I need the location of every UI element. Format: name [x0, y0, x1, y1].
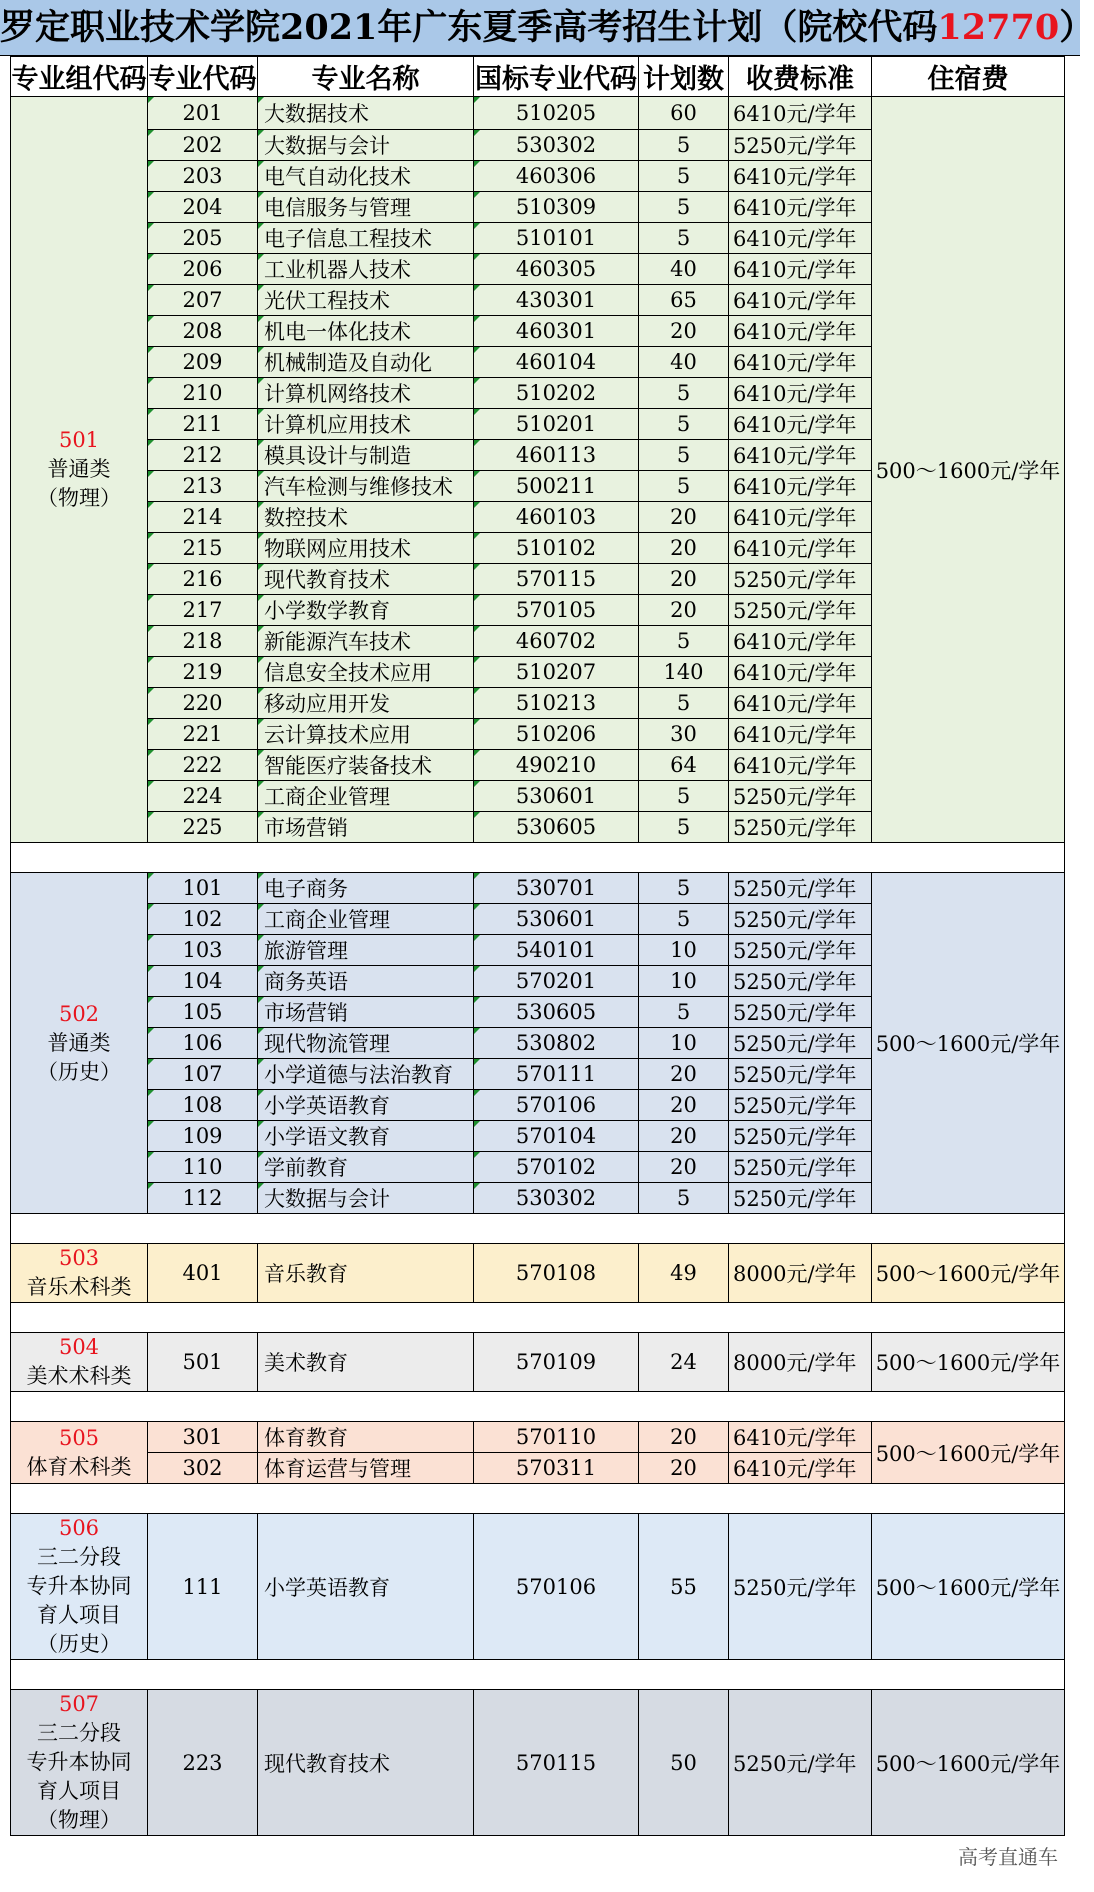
tuition-fee: 5250元/学年: [729, 781, 872, 812]
group-name: 美术术科类: [26, 1364, 132, 1388]
major-code: 110: [148, 1152, 258, 1183]
plan-count: 65: [639, 285, 729, 316]
national-code: 510205: [474, 97, 639, 130]
major-name: 模具设计与制造: [258, 440, 474, 471]
major-code: 207: [148, 285, 258, 316]
group-name: 专升本协同: [26, 1750, 132, 1774]
tuition-fee: 6410元/学年: [729, 440, 872, 471]
national-code: 570104: [474, 1121, 639, 1152]
national-code: 430301: [474, 285, 639, 316]
plan-count: 10: [639, 935, 729, 966]
group-name: （历史）: [37, 1059, 121, 1084]
tuition-fee: 6410元/学年: [729, 657, 872, 688]
major-code: 101: [148, 873, 258, 904]
major-code: 302: [148, 1453, 258, 1484]
national-code: 530701: [474, 873, 639, 904]
major-name: 智能医疗装备技术: [258, 750, 474, 781]
major-name: 大数据技术: [258, 97, 474, 130]
national-code: 530802: [474, 1028, 639, 1059]
plan-count: 5: [639, 904, 729, 935]
tuition-fee: 5250元/学年: [729, 1690, 872, 1836]
national-code: 530605: [474, 812, 639, 843]
tuition-fee: 5250元/学年: [729, 1090, 872, 1121]
plan-count: 5: [639, 223, 729, 254]
national-code: 570106: [474, 1514, 639, 1660]
national-code: 460103: [474, 502, 639, 533]
tuition-fee: 5250元/学年: [729, 873, 872, 904]
major-name: 新能源汽车技术: [258, 626, 474, 657]
tuition-fee: 8000元/学年: [729, 1333, 872, 1392]
major-code: 211: [148, 409, 258, 440]
major-code: 202: [148, 130, 258, 161]
plan-count: 20: [639, 316, 729, 347]
national-code: 570108: [474, 1244, 639, 1303]
tuition-fee: 6410元/学年: [729, 223, 872, 254]
major-code: 220: [148, 688, 258, 719]
spacer-row: [11, 1484, 1065, 1514]
dorm-fee: 500～1600元/学年: [872, 1244, 1065, 1303]
major-name: 工商企业管理: [258, 904, 474, 935]
group-code: 504: [58, 1335, 100, 1359]
group-name: 体育术科类: [26, 1454, 132, 1479]
table-row: [11, 873, 1065, 904]
national-code: 570115: [474, 564, 639, 595]
national-code: 530605: [474, 997, 639, 1028]
tuition-fee: 6410元/学年: [729, 192, 872, 223]
column-header: 专业名称: [258, 57, 474, 97]
tuition-fee: 5250元/学年: [729, 935, 872, 966]
group-code: 503: [58, 1246, 100, 1270]
table-row: [11, 97, 1065, 130]
national-code: 570106: [474, 1090, 639, 1121]
major-code: 105: [148, 997, 258, 1028]
dorm-fee: 500～1600元/学年: [872, 1514, 1065, 1660]
tuition-fee: 6410元/学年: [729, 285, 872, 316]
major-name: 电子商务: [258, 873, 474, 904]
plan-count: 5: [639, 378, 729, 409]
tuition-fee: 5250元/学年: [729, 564, 872, 595]
plan-count: 20: [639, 564, 729, 595]
major-code: 205: [148, 223, 258, 254]
plan-count: 5: [639, 130, 729, 161]
group-name: （历史）: [37, 1632, 121, 1656]
major-code: 109: [148, 1121, 258, 1152]
national-code: 460104: [474, 347, 639, 378]
tuition-fee: 5250元/学年: [729, 812, 872, 843]
title-close: ）: [1059, 7, 1094, 48]
spacer-cell: [11, 1214, 1065, 1244]
group-code: 505: [58, 1425, 100, 1450]
national-code: 570111: [474, 1059, 639, 1090]
group-cell: [11, 1333, 148, 1392]
national-code: 530302: [474, 130, 639, 161]
tuition-fee: 6410元/学年: [729, 316, 872, 347]
national-code: 570102: [474, 1152, 639, 1183]
column-header: 国标专业代码: [474, 57, 639, 97]
national-code: 570105: [474, 595, 639, 626]
dorm-fee: 500～1600元/学年: [872, 873, 1065, 1214]
national-code: 570311: [474, 1453, 639, 1484]
group-cell: [11, 97, 148, 843]
major-name: 电气自动化技术: [258, 161, 474, 192]
major-code: 107: [148, 1059, 258, 1090]
major-code: 106: [148, 1028, 258, 1059]
national-code: 510202: [474, 378, 639, 409]
major-name: 大数据与会计: [258, 130, 474, 161]
tuition-fee: 5250元/学年: [729, 1121, 872, 1152]
group-name: 普通类: [47, 1030, 111, 1055]
tuition-fee: 6410元/学年: [729, 347, 872, 378]
national-code: 510213: [474, 688, 639, 719]
tuition-fee: 5250元/学年: [729, 1514, 872, 1660]
watermark: 高考直通车: [958, 1845, 1058, 1869]
group-name: 育人项目: [37, 1603, 121, 1627]
tuition-fee: 6410元/学年: [729, 533, 872, 564]
national-code: 460113: [474, 440, 639, 471]
plan-count: 5: [639, 873, 729, 904]
major-name: 小学道德与法治教育: [258, 1059, 474, 1090]
tuition-fee: 5250元/学年: [729, 904, 872, 935]
major-name: 数控技术: [258, 502, 474, 533]
table-row: [11, 1333, 1065, 1392]
major-code: 212: [148, 440, 258, 471]
group-code: 507: [58, 1692, 100, 1716]
table-row: [11, 1690, 1065, 1836]
major-name: 现代教育技术: [258, 564, 474, 595]
national-code: 510206: [474, 719, 639, 750]
plan-count: 5: [639, 161, 729, 192]
major-code: 208: [148, 316, 258, 347]
tuition-fee: 6410元/学年: [729, 378, 872, 409]
major-name: 现代教育技术: [258, 1690, 474, 1836]
national-code: 500211: [474, 471, 639, 502]
title-text: 罗定职业技术学院2021年广东夏季高考招生计划（院校代码: [0, 7, 938, 48]
tuition-fee: 5250元/学年: [729, 595, 872, 626]
major-code: 111: [148, 1514, 258, 1660]
group-cell: [11, 1514, 148, 1660]
major-code: 204: [148, 192, 258, 223]
table-row: [11, 1422, 1065, 1453]
major-name: 小学英语教育: [258, 1514, 474, 1660]
spacer-row: [11, 1214, 1065, 1244]
major-name: 商务英语: [258, 966, 474, 997]
plan-count: 10: [639, 966, 729, 997]
major-name: 体育教育: [258, 1422, 474, 1453]
major-code: 224: [148, 781, 258, 812]
column-header: 专业代码: [148, 57, 258, 97]
major-code: 222: [148, 750, 258, 781]
plan-count: 140: [639, 657, 729, 688]
tuition-fee: 6410元/学年: [729, 750, 872, 781]
major-name: 市场营销: [258, 997, 474, 1028]
group-cell: [11, 873, 148, 1214]
header-row: [11, 57, 1065, 97]
spacer-cell: [11, 1392, 1065, 1422]
national-code: 570109: [474, 1333, 639, 1392]
tuition-fee: 5250元/学年: [729, 1059, 872, 1090]
national-code: 490210: [474, 750, 639, 781]
plan-count: 5: [639, 471, 729, 502]
spacer-cell: [11, 843, 1065, 873]
plan-count: 20: [639, 502, 729, 533]
plan-count: 20: [639, 1453, 729, 1484]
tuition-fee: 6410元/学年: [729, 254, 872, 285]
group-name: （物理）: [37, 486, 121, 510]
major-name: 体育运营与管理: [258, 1453, 474, 1484]
national-code: 460306: [474, 161, 639, 192]
group-cell: [11, 1244, 148, 1303]
column-header: 收费标准: [729, 57, 872, 97]
plan-count: 10: [639, 1028, 729, 1059]
major-name: 旅游管理: [258, 935, 474, 966]
group-name: 专升本协同: [26, 1574, 132, 1598]
major-code: 218: [148, 626, 258, 657]
plan-count: 20: [639, 1152, 729, 1183]
national-code: 460301: [474, 316, 639, 347]
major-name: 大数据与会计: [258, 1183, 474, 1214]
group-code: 502: [58, 1001, 100, 1026]
national-code: 460702: [474, 626, 639, 657]
plan-count: 30: [639, 719, 729, 750]
tuition-fee: 5250元/学年: [729, 1152, 872, 1183]
major-code: 103: [148, 935, 258, 966]
national-code: 570201: [474, 966, 639, 997]
major-name: 电子信息工程技术: [258, 223, 474, 254]
major-name: 小学数学教育: [258, 595, 474, 626]
tuition-fee: 5250元/学年: [729, 966, 872, 997]
table-row: [11, 1244, 1065, 1303]
national-code: 510207: [474, 657, 639, 688]
national-code: 510102: [474, 533, 639, 564]
major-name: 工业机器人技术: [258, 254, 474, 285]
national-code: 570115: [474, 1690, 639, 1836]
plan-count: 5: [639, 688, 729, 719]
dorm-fee: 500～1600元/学年: [872, 1333, 1065, 1392]
group-name: 三二分段: [37, 1545, 121, 1569]
plan-count: 20: [639, 1059, 729, 1090]
national-code: 510101: [474, 223, 639, 254]
plan-count: 5: [639, 192, 729, 223]
plan-count: 60: [639, 97, 729, 130]
national-code: 530601: [474, 904, 639, 935]
tuition-fee: 6410元/学年: [729, 626, 872, 657]
plan-count: 20: [639, 595, 729, 626]
national-code: 510201: [474, 409, 639, 440]
plan-count: 64: [639, 750, 729, 781]
major-name: 计算机应用技术: [258, 409, 474, 440]
major-name: 物联网应用技术: [258, 533, 474, 564]
group-name: 三二分段: [37, 1721, 121, 1745]
plan-count: 55: [639, 1514, 729, 1660]
major-code: 209: [148, 347, 258, 378]
major-code: 216: [148, 564, 258, 595]
major-code: 102: [148, 904, 258, 935]
spacer-row: [11, 843, 1065, 873]
major-code: 223: [148, 1690, 258, 1836]
major-name: 电信服务与管理: [258, 192, 474, 223]
major-code: 225: [148, 812, 258, 843]
tuition-fee: 6410元/学年: [729, 161, 872, 192]
major-name: 工商企业管理: [258, 781, 474, 812]
group-name: 普通类: [47, 457, 111, 481]
tuition-fee: 6410元/学年: [729, 1422, 872, 1453]
tuition-fee: 6410元/学年: [729, 471, 872, 502]
major-name: 美术教育: [258, 1333, 474, 1392]
table-row: [11, 1514, 1065, 1660]
major-code: 221: [148, 719, 258, 750]
tuition-fee: 6410元/学年: [729, 502, 872, 533]
spacer-row: [11, 1392, 1065, 1422]
major-code: 201: [148, 97, 258, 130]
major-code: 501: [148, 1333, 258, 1392]
plan-count: 5: [639, 440, 729, 471]
column-header: 专业组代码: [11, 57, 148, 97]
group-code: 501: [58, 428, 100, 452]
spacer-cell: [11, 1303, 1065, 1333]
tuition-fee: 6410元/学年: [729, 409, 872, 440]
major-name: 信息安全技术应用: [258, 657, 474, 688]
group-name: （物理）: [37, 1808, 121, 1832]
group-code: 506: [58, 1516, 100, 1540]
dorm-fee: 500～1600元/学年: [872, 1690, 1065, 1836]
spacer-row: [11, 1303, 1065, 1333]
plan-count: 40: [639, 347, 729, 378]
dorm-fee: 500～1600元/学年: [872, 97, 1065, 843]
tuition-fee: 6410元/学年: [729, 719, 872, 750]
tuition-fee: 5250元/学年: [729, 130, 872, 161]
enrollment-plan-table: [10, 56, 1065, 1836]
national-code: 510309: [474, 192, 639, 223]
national-code: 460305: [474, 254, 639, 285]
plan-count: 5: [639, 781, 729, 812]
major-name: 云计算技术应用: [258, 719, 474, 750]
major-name: 学前教育: [258, 1152, 474, 1183]
plan-count: 5: [639, 997, 729, 1028]
tuition-fee: 5250元/学年: [729, 1183, 872, 1214]
major-name: 机电一体化技术: [258, 316, 474, 347]
plan-count: 20: [639, 1422, 729, 1453]
plan-count: 20: [639, 1090, 729, 1121]
tuition-fee: 8000元/学年: [729, 1244, 872, 1303]
plan-count: 5: [639, 812, 729, 843]
national-code: 530601: [474, 781, 639, 812]
spacer-row: [11, 1660, 1065, 1690]
national-code: 530302: [474, 1183, 639, 1214]
plan-count: 40: [639, 254, 729, 285]
column-header: 住宿费: [872, 57, 1065, 97]
plan-count: 5: [639, 1183, 729, 1214]
tuition-fee: 6410元/学年: [729, 688, 872, 719]
major-code: 206: [148, 254, 258, 285]
major-name: 移动应用开发: [258, 688, 474, 719]
major-name: 现代物流管理: [258, 1028, 474, 1059]
major-name: 市场营销: [258, 812, 474, 843]
major-code: 219: [148, 657, 258, 688]
column-header: 计划数: [639, 57, 729, 97]
major-code: 401: [148, 1244, 258, 1303]
page-title: [0, 0, 1094, 56]
major-code: 214: [148, 502, 258, 533]
major-code: 301: [148, 1422, 258, 1453]
major-code: 210: [148, 378, 258, 409]
tuition-fee: 6410元/学年: [729, 1453, 872, 1484]
group-cell: [11, 1422, 148, 1484]
plan-count: 50: [639, 1690, 729, 1836]
major-name: 小学英语教育: [258, 1090, 474, 1121]
major-name: 光伏工程技术: [258, 285, 474, 316]
spacer-cell: [11, 1484, 1065, 1514]
major-name: 计算机网络技术: [258, 378, 474, 409]
plan-count: 24: [639, 1333, 729, 1392]
major-code: 213: [148, 471, 258, 502]
major-code: 215: [148, 533, 258, 564]
major-code: 112: [148, 1183, 258, 1214]
major-code: 104: [148, 966, 258, 997]
plan-count: 20: [639, 1121, 729, 1152]
plan-count: 20: [639, 533, 729, 564]
major-code: 108: [148, 1090, 258, 1121]
major-name: 音乐教育: [258, 1244, 474, 1303]
tuition-fee: 6410元/学年: [729, 97, 872, 130]
major-name: 机械制造及自动化: [258, 347, 474, 378]
spacer-cell: [11, 1660, 1065, 1690]
tuition-fee: 5250元/学年: [729, 997, 872, 1028]
institution-code: 12770: [937, 7, 1060, 48]
dorm-fee: 500～1600元/学年: [872, 1422, 1065, 1484]
group-name: 音乐术科类: [26, 1275, 132, 1299]
major-name: 汽车检测与维修技术: [258, 471, 474, 502]
major-code: 203: [148, 161, 258, 192]
tuition-fee: 5250元/学年: [729, 1028, 872, 1059]
plan-count: 5: [639, 626, 729, 657]
national-code: 570110: [474, 1422, 639, 1453]
group-cell: [11, 1690, 148, 1836]
plan-count: 5: [639, 409, 729, 440]
group-name: 育人项目: [37, 1779, 121, 1803]
plan-count: 49: [639, 1244, 729, 1303]
major-name: 小学语文教育: [258, 1121, 474, 1152]
major-code: 217: [148, 595, 258, 626]
national-code: 540101: [474, 935, 639, 966]
